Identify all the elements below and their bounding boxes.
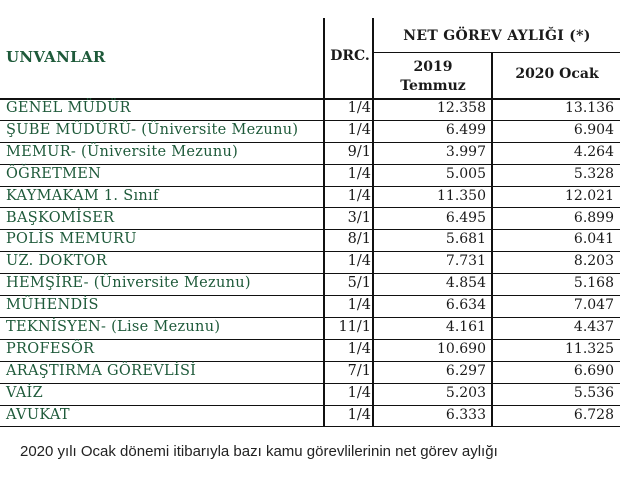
row-value-2019: 11.350 <box>437 187 486 204</box>
table-row <box>0 384 620 406</box>
header-drc: DRC. <box>330 48 370 64</box>
row-drc: 3/1 <box>347 209 371 226</box>
row-value-2019: 6.495 <box>445 209 486 226</box>
row-drc: 5/1 <box>347 275 371 292</box>
table-row <box>0 143 620 165</box>
table-row <box>0 340 620 362</box>
row-value-2020: 7.047 <box>573 297 614 314</box>
row-name: AVUKAT <box>6 406 70 423</box>
header-net-gorev-ayligi: NET GÖREV AYLIĞI (*) <box>403 28 591 44</box>
image-caption: 2020 yılı Ocak dönemi itibarıyla bazı kamu görevlilerinin net görev aylığı <box>20 443 498 460</box>
row-value-2019: 6.499 <box>445 121 486 138</box>
table-row <box>0 230 620 252</box>
row-name: MEMUR- (Üniversite Mezunu) <box>6 143 239 160</box>
row-value-2020: 5.168 <box>573 275 614 292</box>
row-value-2020: 4.437 <box>573 319 614 335</box>
row-value-2020: 12.021 <box>565 187 614 204</box>
row-name: ÖĞRETMEN <box>6 165 102 182</box>
header-2020-ocak: 2020 Ocak <box>515 66 599 82</box>
row-drc: 11/1 <box>338 319 371 335</box>
table-row <box>0 318 620 340</box>
row-value-2020: 8.203 <box>573 253 614 270</box>
table-row <box>0 165 620 187</box>
row-drc: 8/1 <box>347 231 371 248</box>
row-name: MÜHENDİS <box>6 297 99 314</box>
row-value-2020: 6.690 <box>573 362 614 379</box>
row-value-2020: 6.899 <box>573 209 614 226</box>
row-value-2019: 12.358 <box>437 100 486 116</box>
row-value-2019: 4.161 <box>445 319 486 335</box>
row-name: PROFESÖR <box>6 340 95 357</box>
row-value-2020: 13.136 <box>565 100 614 116</box>
row-value-2019: 5.681 <box>445 231 486 248</box>
row-value-2019: 5.203 <box>445 384 486 401</box>
row-value-2019: 6.333 <box>445 406 486 423</box>
row-value-2020: 6.041 <box>573 231 614 248</box>
row-drc: 1/4 <box>347 384 371 401</box>
row-value-2019: 10.690 <box>437 340 486 357</box>
table-row <box>0 99 620 121</box>
row-value-2019: 6.297 <box>445 362 486 379</box>
row-drc: 1/4 <box>347 165 371 182</box>
row-drc: 1/4 <box>347 187 371 204</box>
row-name: BAŞKOMİSER <box>6 209 115 226</box>
row-name: VAİZ <box>6 384 43 401</box>
row-value-2020: 5.536 <box>573 384 614 401</box>
row-value-2020: 11.325 <box>565 340 614 357</box>
row-value-2019: 4.854 <box>445 275 486 292</box>
row-name: TEKNİSYEN- (Lise Mezunu) <box>6 319 221 335</box>
row-value-2020: 6.904 <box>573 121 614 138</box>
row-drc: 9/1 <box>347 143 371 160</box>
table-row <box>0 362 620 384</box>
row-name: HEMŞİRE- (Üniversite Mezunu) <box>6 275 251 292</box>
table-row <box>0 209 620 231</box>
row-value-2019: 3.997 <box>445 143 486 160</box>
header-2019-year: 2019 <box>413 59 453 75</box>
row-divider <box>0 426 620 427</box>
row-drc: 1/4 <box>347 121 371 138</box>
row-drc: 1/4 <box>347 297 371 314</box>
row-name: KAYMAKAM 1. Sınıf <box>6 187 159 204</box>
row-name: GENEL MÜDÜR <box>6 100 131 116</box>
table-row <box>0 406 620 428</box>
header-2019-month: Temmuz <box>400 78 466 94</box>
header-2019-temmuz <box>374 58 492 96</box>
row-drc: 1/4 <box>347 253 371 270</box>
header-unvanlar: UNVANLAR <box>6 48 106 66</box>
table-row <box>0 274 620 296</box>
table-row <box>0 296 620 318</box>
row-drc: 1/4 <box>347 100 371 116</box>
row-name: ŞUBE MÜDÜRÜ- (Üniversite Mezunu) <box>6 121 299 138</box>
row-value-2020: 5.328 <box>573 165 614 182</box>
row-name: ARAŞTIRMA GÖREVLİSİ <box>6 362 197 379</box>
row-name: POLİS MEMURU <box>6 231 137 248</box>
row-value-2019: 6.634 <box>445 297 486 314</box>
divider-header-sub <box>372 52 620 53</box>
table-row <box>0 187 620 209</box>
row-drc: 1/4 <box>347 340 371 357</box>
row-value-2019: 5.005 <box>445 165 486 182</box>
table-row <box>0 121 620 143</box>
row-value-2020: 4.264 <box>573 143 614 160</box>
row-value-2019: 7.731 <box>445 253 486 270</box>
table-row <box>0 252 620 274</box>
row-drc: 7/1 <box>347 362 371 379</box>
row-name: UZ. DOKTOR <box>6 253 108 270</box>
row-drc: 1/4 <box>347 406 371 423</box>
row-value-2020: 6.728 <box>573 406 614 423</box>
